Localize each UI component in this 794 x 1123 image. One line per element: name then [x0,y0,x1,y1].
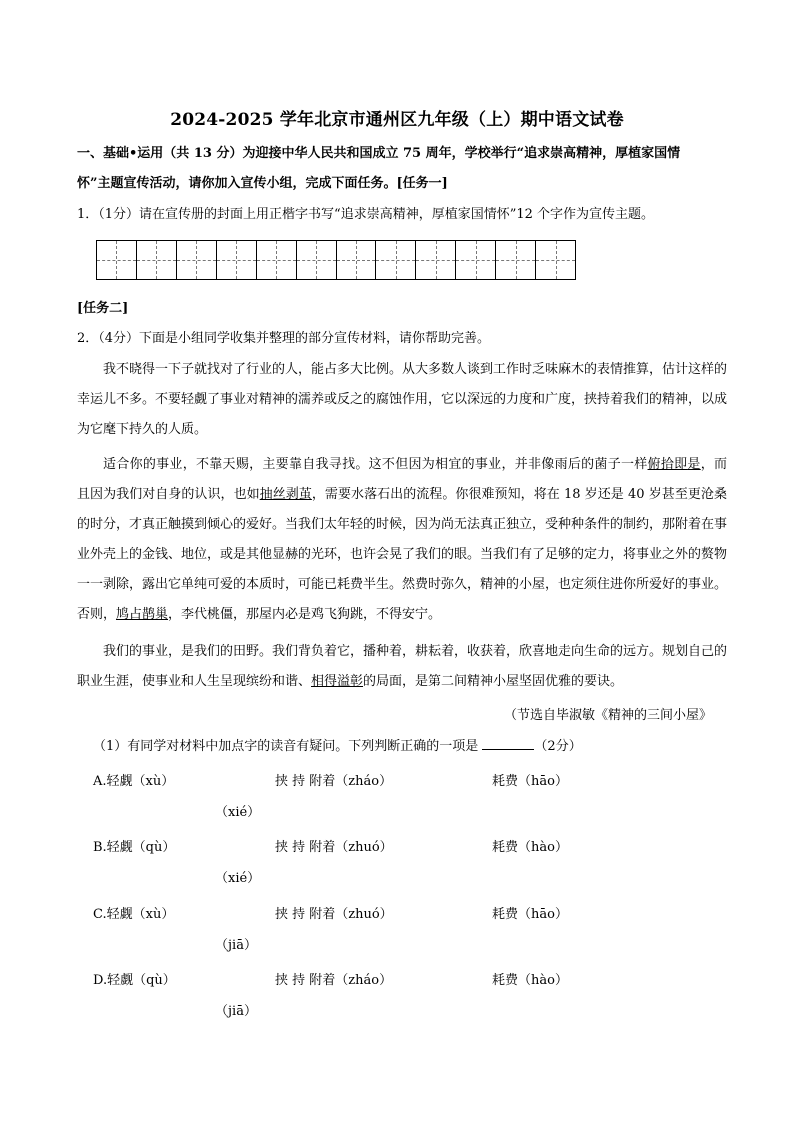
passage-paragraph-2 [77,450,727,630]
section1-heading-cont: 怀”主题宣传活动，请你加入宣传小组，完成下面任务。[任务一] [77,176,448,191]
option-b-below: （xié） [215,871,261,886]
grid-cell[interactable] [416,241,456,279]
p2-underlined-1b: 是 [687,457,701,472]
passage-paragraph-3 [77,637,727,697]
option-d-mid: 挟 持 附着（zháo） [275,973,393,988]
grid-cell[interactable] [496,241,536,279]
p2-underlined-2: 抽丝剥茧 [259,487,312,502]
p2-underlined-3: 鸠占鹊巢 [116,607,169,622]
grid-cell[interactable] [217,241,257,279]
p2-text-d: ，李代桃僵，那屋内必是鸡飞狗跳，不得安宁。 [168,607,442,622]
answer-blank[interactable] [482,737,534,750]
option-d-right: 耗费（hào） [492,973,568,988]
grid-cell[interactable] [97,241,137,279]
grid-cell[interactable] [536,241,575,279]
p2-text-b: ，而且因为我们对自身的认识，也如 [77,457,727,502]
writing-grid[interactable] [96,240,576,280]
question-2: 2．（4分）下面是小组同学收集并整理的部分宣传材料，请你帮助完善。 [77,331,491,346]
option-a-right: 耗费（hāo） [492,774,568,789]
question-1: 1．（1分）请在宣传册的封面上用正楷字书写“追求崇高精神，厚植家国情怀”12 个字作为宣传主题。 [77,207,655,222]
p2-underlined-1: 俯拾即 [647,457,688,472]
option-a-label[interactable]: A.轻觑（xù） [93,774,175,789]
option-b-mid: 挟 持 附着（zhuó） [275,840,393,855]
option-a-below: （xié） [215,805,261,820]
option-c-label[interactable]: C.轻觑（xù） [93,907,175,922]
p2-text-a: 适合你的事业，不靠天赐，主要靠自我寻找。这不但因为相宜的事业，并非像雨后的菌子一样 [103,457,648,472]
option-a-mid: 挟 持 附着（zháo） [275,774,393,789]
grid-cell[interactable] [297,241,337,279]
grid-cell[interactable] [137,241,177,279]
option-c-below: （jiā） [215,938,257,953]
sub-question-1-score: （2分） [534,739,582,754]
grid-cell[interactable] [456,241,496,279]
option-c-mid: 挟 持 附着（zhuó） [275,907,393,922]
sub-question-1 [93,737,743,756]
option-c-right: 耗费（hāo） [492,907,568,922]
option-d-below: （jiā） [215,1004,257,1019]
grid-cell[interactable] [337,241,377,279]
p3-text-a: 我们的事业，是我们的田野。我们背负着它，播种着，耕耘着，收获着，欣喜地走向生命的远方。规划自己的职业生涯，使事业和人生呈现缤纷和谐、 [77,644,728,689]
grid-cell[interactable] [177,241,217,279]
task-2-label: [任务二] [77,301,129,316]
grid-cell[interactable] [257,241,297,279]
grid-cell[interactable] [376,241,416,279]
option-b-label[interactable]: B.轻觑（qù） [93,840,176,855]
exam-title: 2024-2025 学年北京市通州区九年级（上）期中语文试卷 [170,110,624,130]
sub-question-1-text: （1）有同学对材料中加点字的读音有疑问。下列判断正确的一项是 [93,739,479,754]
p2-text-c: ，需要水落石出的流程。你很难预知，将在 18 岁还是 40 岁甚至更沧桑的时分，才真正触摸到倾心的爱好。当我们太年轻的时候，因为尚无法真正独立，受种种条件的制约，那附着在事业外壳上的金钱、地位，或是其他显赫的光环，也许会晃了我们的眼。当我们有了足够的定力，将事业之外的赘物一一剥除，露出它单纯可爱的本质时，可能已耗费半生。然费时弥久，精神的小屋，也定须住进你所爱好的事业。否则， [77,487,728,622]
p3-underlined: 相得溢彰 [311,674,364,689]
p3-text-b: 的局面，是第二间精神小屋坚固优雅的要诀。 [363,674,624,689]
section1-heading: 一、基础•运用（共 13 分）为迎接中华人民共和国成立 75 周年，学校举行“追求崇高精神，厚植家国情 [77,146,681,161]
option-b-right: 耗费（hào） [492,840,568,855]
passage-paragraph-1: 我不晓得一下子就找对了行业的人，能占多大比例。从大多数人谈到工作时乏味麻木的表情推算，估计这样的幸运儿不多。不要轻觑了事业对精神的濡养或反之的腐蚀作用，它以深远的力度和广度，挟持着我们的精神，以成为它麾下持久的人质。 [77,362,728,437]
passage-source: （节选自毕淑敏《精神的三间小屋》 [503,708,712,723]
option-d-label[interactable]: D.轻觑（qù） [93,973,176,988]
